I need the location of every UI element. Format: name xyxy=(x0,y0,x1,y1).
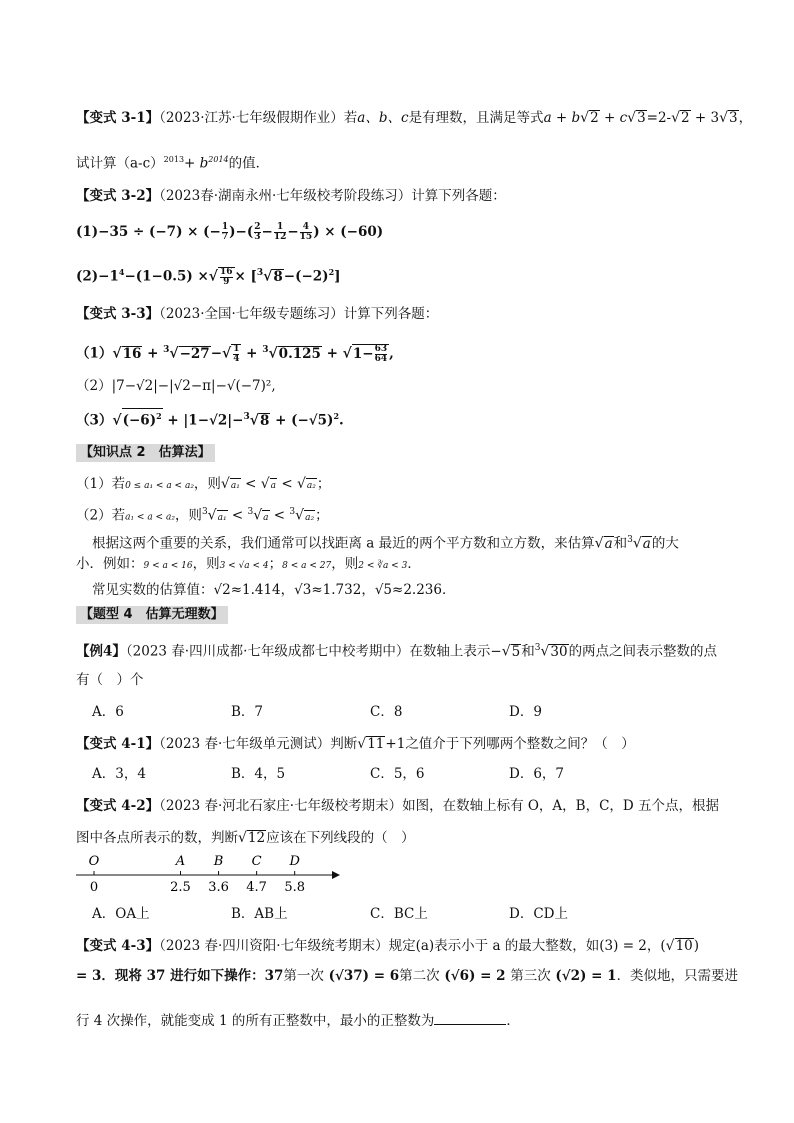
answer-blank[interactable] xyxy=(434,1010,506,1025)
kp2-rule-1: （1）若0 ≤ a₁ < a < a₂，则√a₁ < √a < √a₂； xyxy=(76,476,331,492)
option-b[interactable]: B．4，5 xyxy=(231,766,286,782)
v33-problem-2: （2）|7−√2|−|√2−π|−√(−7)², xyxy=(76,378,276,394)
option-d[interactable]: D．9 xyxy=(509,704,542,720)
option-d[interactable]: D．6，7 xyxy=(509,766,565,782)
point-name-c: C xyxy=(251,854,262,869)
point-value-o: 0 xyxy=(89,880,99,895)
v31-source: （2023·江苏·七年级假期作业） xyxy=(159,110,344,126)
v43-source: （2023 春·四川资阳·七年级统考期末） xyxy=(159,938,389,954)
v32-source: （2023春·湖南永州·七年级校考阶段练习） xyxy=(159,188,412,204)
number-line-diagram xyxy=(70,852,350,898)
v41-source: （2023 春·七年级单元测试） xyxy=(159,736,331,752)
option-d[interactable]: D．CD上 xyxy=(509,906,568,922)
kp2-paragraph-1: 根据这两个重要的关系，我们通常可以找距离 a 最近的两个平方数和立方数，来估算√a和$^3$√a的大 xyxy=(92,535,679,552)
point-name-o: O xyxy=(88,854,100,869)
option-a[interactable]: A．OA上 xyxy=(92,906,150,922)
option-b[interactable]: B．7 xyxy=(231,704,264,720)
v33-problem-1: （1）√16 + $^3$√−27−√ $\frac{1}{4}$ + $^3$√0.125 + √1− $\frac{63}{64}$ , xyxy=(76,343,394,364)
ex4-source: （2023 春·四川成都·七年级成都七中校考期中） xyxy=(125,643,410,660)
ex4-options xyxy=(92,702,648,722)
v31-line2: 试计算$(a-c)^{2013}+ b^{2014}$的值． xyxy=(76,155,270,172)
question-type-4-label: 【题型 4 估算无理数】 xyxy=(76,606,228,624)
v31-line1: 【变式 3-1】（2023·江苏·七年级假期作业）若a、b、c是有理数，且满足等式a + b√2 + c√3=2-√2 + 3√3， xyxy=(76,110,753,126)
v31-tag: 【变式 3-1】 xyxy=(76,110,160,126)
v42-line1: 【变式 4-2】（2023 春·河北石家庄·七年级校考期末）如图，在数轴上标有 O，A，B，C，D 五个点，根据 xyxy=(76,798,720,814)
point-value-b: 3.6 xyxy=(208,880,229,895)
kp2-rule-2: （2）若a₁ < a < a₂，则$^3$√a₁ < $^3$√a < $^3$√a₂； xyxy=(76,507,329,524)
ex4-line2: 有（ ）个 xyxy=(76,672,144,688)
number-line-arrow xyxy=(332,871,340,879)
point-name-a: A xyxy=(175,854,186,869)
v42-options xyxy=(92,904,648,924)
v43-line2: = 3．现将 37 进行如下操作：37第一次 (√37) = 6第二次 (√6) = 2 第三次 (√2) = 1．类似地，只需要进 xyxy=(76,968,739,984)
v42-tag: 【变式 4-2】 xyxy=(76,798,160,814)
v43-tag: 【变式 4-3】 xyxy=(76,938,160,954)
v42-source: （2023 春·河北石家庄·七年级校考期末） xyxy=(159,798,403,814)
v33-problem-3: $(3)√(-6)^2 + |1-√2|-^3√8 + (-√5)^2$. xyxy=(76,406,344,431)
v41-line1: 【变式 4-1】（2023 春·七年级单元测试）判断√11+1之值介于下列哪两个整数之间？（ ） xyxy=(76,736,635,752)
option-b[interactable]: B．AB上 xyxy=(231,906,288,922)
v32-problem-1: (1)−35 ÷ (−7) × (− $\frac{1}{7}$ )−( $\frac{2}{3}$ − $\frac{1}{12}$ − $\frac{4}{15}$ ) × (−60) xyxy=(76,222,384,242)
v42-line2: 图中各点所表示的数，判断√12应该在下列线段的（ ） xyxy=(76,830,415,846)
option-c[interactable]: C．BC上 xyxy=(370,906,428,922)
v33-line1: 【变式 3-3】（2023·全国·七年级专题练习）计算下列各题： xyxy=(76,306,439,322)
option-a[interactable]: A．3，4 xyxy=(92,766,146,782)
point-name-b: B xyxy=(213,854,224,869)
v32-problem-2: $(2)-1^4-(1-0.5)$ ×√ $\frac{16}{9}$ × $[^3√8-(-2)^2]$ xyxy=(76,266,341,287)
point-value-c: 4.7 xyxy=(246,880,267,895)
point-value-a: 2.5 xyxy=(170,880,191,895)
kp2-common-values: 常见实数的估算值：√2≈1.414，√3≈1.732，√5≈2.236． xyxy=(92,582,456,598)
option-a[interactable]: A．6 xyxy=(92,704,124,720)
v32-tag: 【变式 3-2】 xyxy=(76,188,160,204)
kp2-paragraph-2: 小．例如：9 < a < 16，则3 < √a < 4；8 < a < 27，则2 < ∛a < 3． xyxy=(76,556,421,572)
v41-tag: 【变式 4-1】 xyxy=(76,736,160,752)
v43-line3: 行 4 次操作，就能变成 1 的所有正整数中，最小的正整数为 ． xyxy=(76,1010,520,1031)
ex4-line1: 【例4】（2023 春·四川成都·七年级成都七中校考期中）在数轴上表示−√5和$^3$√30的两点之间表示整数的点 xyxy=(76,643,718,660)
v43-line1: 【变式 4-3】（2023 春·四川资阳·七年级统考期末）规定(a)表示小于 a 的最大整数，如(3) = 2，(√10) xyxy=(76,938,700,954)
point-value-d: 5.8 xyxy=(284,880,306,895)
option-c[interactable]: C．5，6 xyxy=(370,766,425,782)
v33-source: （2023·全国·七年级专题练习） xyxy=(159,306,344,322)
point-name-d: D xyxy=(289,854,300,869)
option-c[interactable]: C．8 xyxy=(370,704,403,720)
ex4-tag: 【例4】 xyxy=(76,643,126,660)
v33-tag: 【变式 3-3】 xyxy=(76,306,160,322)
knowledge-point-2-label: 【知识点 2 估算法】 xyxy=(76,444,215,462)
v41-options xyxy=(92,764,648,784)
v32-line1: 【变式 3-2】（2023春·湖南永州·七年级校考阶段练习）计算下列各题： xyxy=(76,188,506,204)
